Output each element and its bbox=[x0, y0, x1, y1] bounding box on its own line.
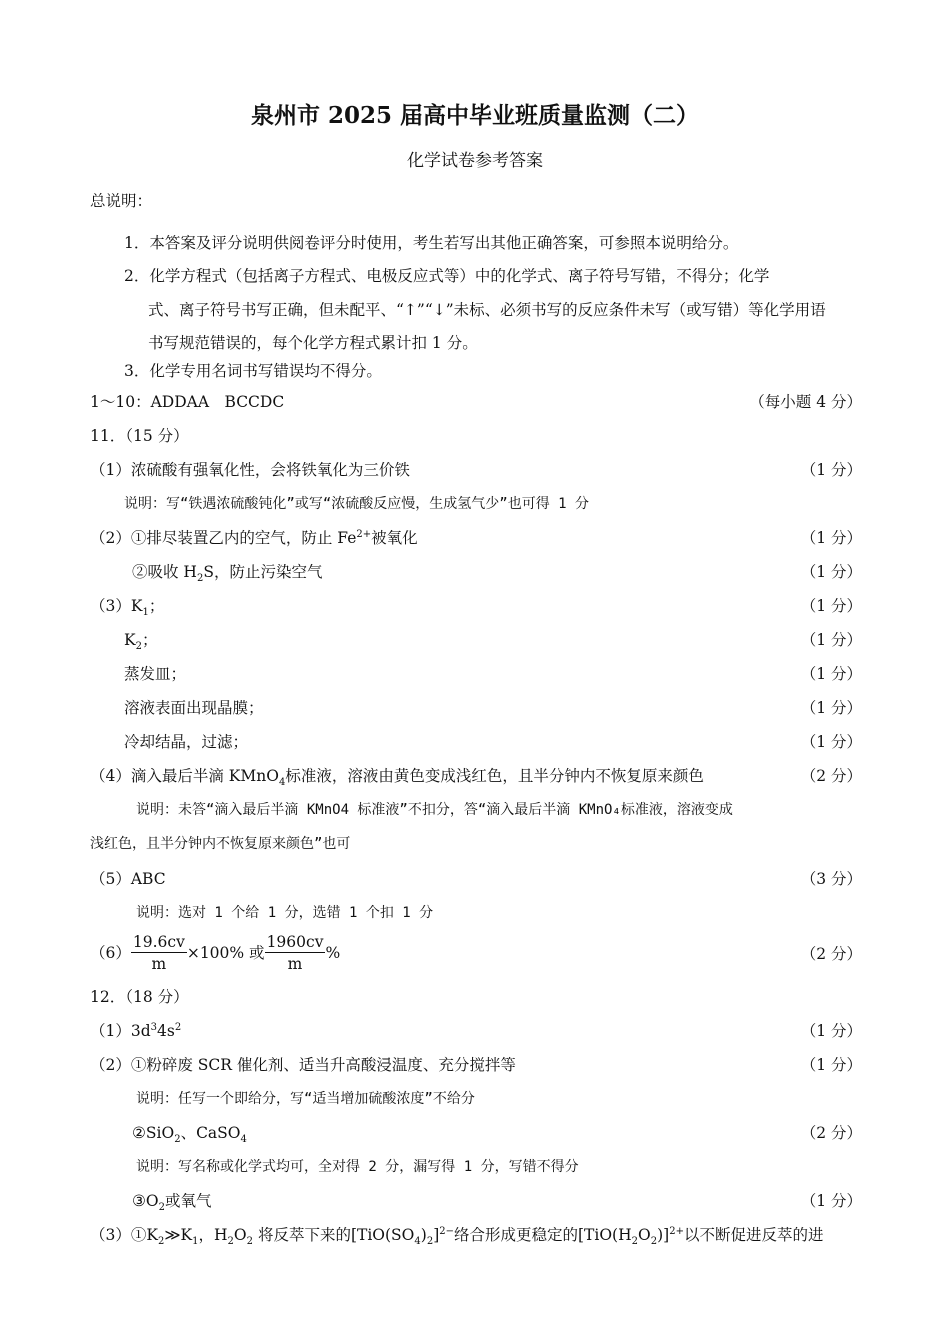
q11-p3e: 冷却结晶，过滤； bbox=[124, 733, 249, 751]
q11-p5: （5）ABC bbox=[90, 870, 166, 888]
q11-p3b-score: （1 分） bbox=[800, 631, 862, 649]
q12-p1: $(1)3d^34s^2$ bbox=[90, 1021, 182, 1040]
fraction-2: $\frac{1960cv}{m}$ bbox=[266, 932, 324, 973]
q12-p2b-score: （2 分） bbox=[800, 1124, 862, 1142]
q11-p3a-score: （1 分） bbox=[800, 597, 862, 615]
page-subtitle: 化学试卷参考答案 bbox=[407, 151, 543, 171]
q11-p1: （1）浓硫酸有强氧化性，会将铁氧化为三价铁 bbox=[90, 461, 410, 479]
q11-p3d: 溶液表面出现晶膜； bbox=[124, 699, 264, 717]
q11-p3c: 蒸发皿； bbox=[124, 665, 187, 683]
q11-p3c-score: （1 分） bbox=[800, 665, 862, 683]
q11-p6-mid: ×100% 或 bbox=[186, 944, 265, 962]
q12-p2b-note: 说明：写名称或化学式均可，全对得 2 分，漏写得 1 分，写错不得分 bbox=[136, 1159, 579, 1175]
q11-p3d-score: （1 分） bbox=[800, 699, 862, 717]
general-item-2: 2．化学方程式（包括离子方程式、电极反应式等）中的化学式、离子符号写错，不得分；化学 bbox=[124, 267, 770, 285]
fraction-1: $\frac{19.6cv}{m}$ bbox=[132, 932, 185, 973]
q11-p3a: $(3)K_1$； bbox=[90, 597, 165, 619]
q11-p4-note-2: 浅红色，且半分钟内不恢复原来颜色”也可 bbox=[90, 836, 351, 852]
q12-p3: $(3)①K_2≫K_1$，$H_2O_2$ 将反萃下来的$[TiO(SO_4)_2]^{2-}$络合形成更稳定的$[TiO(H_2O_2)]^{2+}$以不断促进反萃的进 bbox=[90, 1225, 824, 1248]
general-heading: 总说明： bbox=[90, 192, 153, 210]
q11-p2a: （2）①排尽装置乙内的空气，防止 $Fe^{2+}$被氧化 bbox=[90, 528, 418, 547]
q12-p2a: （2）①粉碎废 SCR 催化剂、适当升高酸浸温度、充分搅拌等 bbox=[90, 1056, 516, 1074]
q11-p2b: ②吸收 $H_2S$，防止污染空气 bbox=[132, 563, 323, 585]
q11-header: 11．（15 分） bbox=[90, 427, 189, 445]
q11-p6 bbox=[90, 930, 340, 975]
q12-p2a-score: （1 分） bbox=[800, 1056, 862, 1074]
q11-p4-score: （2 分） bbox=[800, 767, 862, 785]
general-item-2-cont: 式、离子符号书写正确，但未配平、“↑”“↓”未标、必须书写的反应条件未写（或写错）等化学用语 bbox=[148, 301, 826, 319]
q12-p2a-note: 说明：任写一个即给分，写“适当增加硫酸浓度”不给分 bbox=[136, 1091, 475, 1107]
q11-p6-label: （6） bbox=[90, 944, 131, 962]
q12-header: 12．（18 分） bbox=[90, 988, 189, 1006]
q11-p2b-score: （1 分） bbox=[800, 563, 862, 581]
q11-p4: （4）滴入最后半滴 KMnO$_4$标准液，溶液由黄色变成浅红色，且半分钟内不恢复原来颜色 bbox=[90, 767, 704, 789]
q11-p3e-score: （1 分） bbox=[800, 733, 862, 751]
q11-p5-note: 说明：选对 1 个给 1 分，选错 1 个扣 1 分 bbox=[136, 905, 434, 921]
mc-score: （每小题 4 分） bbox=[749, 393, 862, 411]
q11-p1-score: （1 分） bbox=[800, 461, 862, 479]
q12-p2b: ②SiO$_2$、CaSO$_4$ bbox=[132, 1124, 247, 1146]
q11-p6-tail: % bbox=[325, 944, 341, 962]
mc-answers: 1～10：ADDAA BCCDC bbox=[90, 393, 285, 411]
q11-p1-note: 说明：写“铁遇浓硫酸钝化”或写“浓硫酸反应慢，生成氢气少”也可得 1 分 bbox=[124, 496, 589, 512]
q11-p2a-score: （1 分） bbox=[800, 529, 862, 547]
general-item-3: 3．化学专用名词书写错误均不得分。 bbox=[124, 362, 382, 380]
q12-p2c-score: （1 分） bbox=[800, 1192, 862, 1210]
q11-p3b: $K_2$； bbox=[124, 631, 158, 653]
q12-p1-score: （1 分） bbox=[800, 1022, 862, 1040]
q11-p4-note-1: 说明：未答“滴入最后半滴 KMnO4 标准液”不扣分，答“滴入最后半滴 KMnO₄标准液，溶液变成 bbox=[136, 802, 733, 818]
q12-p2c: $③O_2$或氧气 bbox=[132, 1192, 212, 1214]
q11-p5-score: （3 分） bbox=[800, 870, 862, 888]
q11-p6-score: （2 分） bbox=[800, 945, 862, 963]
general-item-2-cont2: 书写规范错误的，每个化学方程式累计扣 1 分。 bbox=[148, 334, 478, 352]
general-item-1: 1．本答案及评分说明供阅卷评分时使用，考生若写出其他正确答案，可参照本说明给分。 bbox=[124, 234, 739, 252]
page-title: 泉州市 2025 届高中毕业班质量监测（二） bbox=[250, 102, 700, 129]
